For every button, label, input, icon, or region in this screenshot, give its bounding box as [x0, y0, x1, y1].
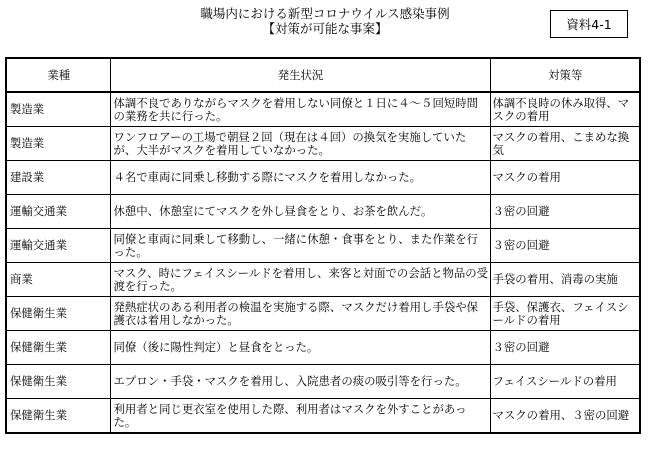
measures-cell: ３密の回避	[490, 331, 640, 365]
table-row	[6, 399, 640, 434]
situation-cell: ４名で車両に同乗し移動する際にマスクを着用しなかった。	[110, 161, 490, 195]
industry-cell: 建設業	[6, 161, 110, 195]
situation-cell: エプロン・手袋・マスクを着用し、入院患者の痰の吸引等を行った。	[110, 365, 490, 399]
measures-cell: ３密の回避	[490, 195, 640, 229]
measures-cell: ３密の回避	[490, 229, 640, 263]
measures-cell: 手袋、保護衣、フェイスシールドの着用	[490, 297, 640, 331]
industry-cell: 保健衛生業	[6, 297, 110, 331]
table-row	[6, 92, 640, 127]
industry-cell: 運輸交通業	[6, 229, 110, 263]
measures-cell: マスクの着用、こまめな換気	[490, 127, 640, 161]
table-row	[6, 161, 640, 195]
industry-cell: 製造業	[6, 92, 110, 127]
measures-cell: マスクの着用	[490, 161, 640, 195]
situation-cell: 利用者と同じ更衣室を使用した際、利用者はマスクを外すことがあった。	[110, 399, 490, 434]
column-header-industry: 業種	[6, 58, 110, 92]
document-subtitle: 【対策が可能な事案】	[262, 21, 388, 36]
measures-cell: マスクの着用、３密の回避	[490, 399, 640, 434]
table-row	[6, 297, 640, 331]
case-table	[5, 57, 641, 434]
situation-cell: ワンフロアーの工場で朝昼２回（現在は４回）の換気を実施していたが、大半がマスクを着用していなかった。	[110, 127, 490, 161]
situation-cell: 休憩中、休憩室にてマスクを外し昼食をとり、お茶を飲んだ。	[110, 195, 490, 229]
industry-cell: 保健衛生業	[6, 365, 110, 399]
table-row	[6, 229, 640, 263]
situation-cell: 同僚と車両に同乗して移動し、一緒に休憩・食事をとり、また作業を行った。	[110, 229, 490, 263]
measures-cell: フェイスシールドの着用	[490, 365, 640, 399]
industry-cell: 保健衛生業	[6, 399, 110, 434]
industry-cell: 運輸交通業	[6, 195, 110, 229]
table-header-row	[6, 58, 640, 92]
situation-cell: 発熱症状のある利用者の検温を実施する際、マスクだけ着用し手袋や保護衣は着用しなかった。	[110, 297, 490, 331]
situation-cell: 体調不良でありながらマスクを着用しない同僚と１日に４～５回短時間の業務を共に行った。	[110, 92, 490, 127]
column-header-measures: 対策等	[490, 58, 640, 92]
situation-cell: 同僚（後に陽性判定）と昼食をとった。	[110, 331, 490, 365]
measures-cell: 手袋の着用、消毒の実施	[490, 263, 640, 297]
table-row	[6, 195, 640, 229]
measures-cell: 体調不良時の休み取得、マスクの着用	[490, 92, 640, 127]
situation-cell: マスク、時にフェイスシールドを着用し、来客と対面での会話と物品の受渡を行った。	[110, 263, 490, 297]
table-row	[6, 365, 640, 399]
document-header	[160, 6, 490, 36]
table-row	[6, 127, 640, 161]
document-title: 職場内における新型コロナウイルス感染事例	[200, 6, 450, 21]
industry-cell: 保健衛生業	[6, 331, 110, 365]
table-row	[6, 331, 640, 365]
table-row	[6, 263, 640, 297]
document-id-box	[550, 10, 628, 38]
industry-cell: 商業	[6, 263, 110, 297]
document-id-label: 資料4-1	[566, 17, 612, 32]
column-header-situation: 発生状況	[110, 58, 490, 92]
industry-cell: 製造業	[6, 127, 110, 161]
